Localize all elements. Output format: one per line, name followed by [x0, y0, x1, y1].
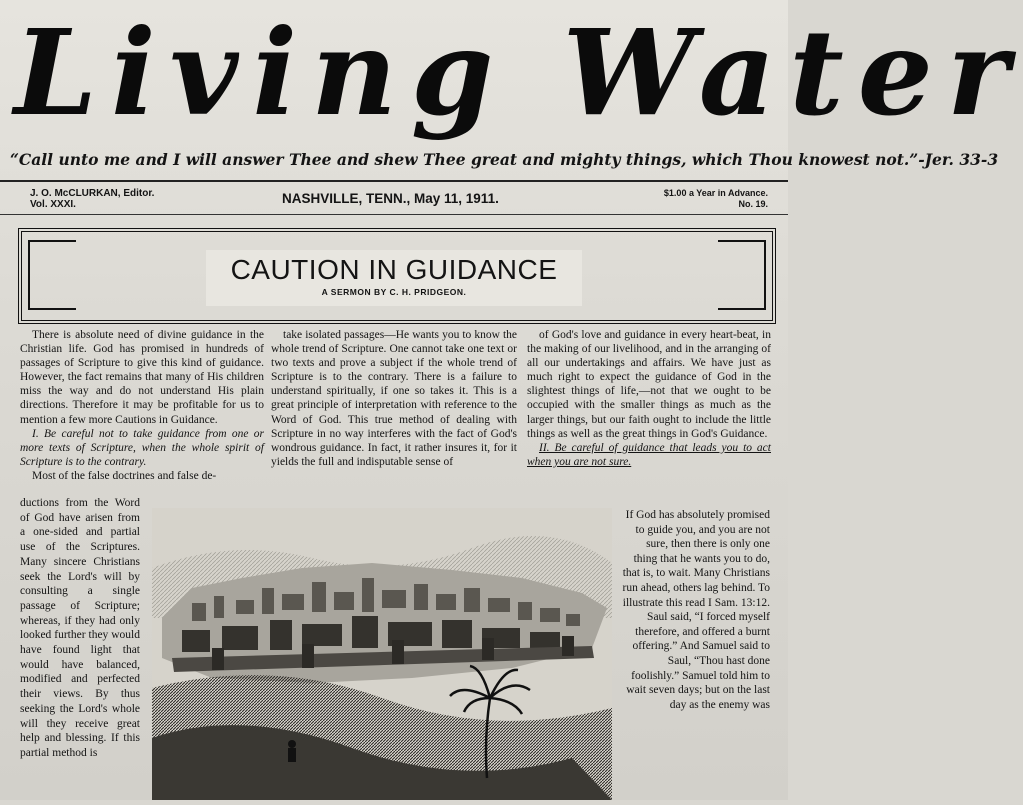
masthead-motto: “Call unto me and I will answer Thee and shew Thee great and mighty things, which Thou knowest not.”-Jer. 33-3 [10, 150, 999, 169]
article-column-1 [20, 328, 264, 483]
masthead-title: Living Water [14, 3, 1023, 142]
article-title: CAUTION IN GUIDANCE [230, 254, 558, 285]
article-column-2 [271, 328, 517, 469]
paragraph-deductions: ductions from the Word of God have arisen from a one-sided and partial use of the Scriptures. Many sincere Christians seek the Lord's will by consulting a single passage of Scripture; whereas, if they had only looked further they would have found light that would have balanced, modified and perfected their views. By thus seeking the Lord's whole will they receive great help and blessing. If this partial method is [20, 497, 140, 759]
article-column-1-wrap [20, 496, 140, 761]
article-byline: A SERMON BY C. H. PRIDGEON. [321, 287, 467, 297]
paragraph-wait: If God has absolutely promised to guide you, and you are not sure, then there is only one thing that he wants you to do, that is, to wait. Many Christians run ahead, others lag behind. To illustrate this read I Sam. 13:12. Saul said, “I forced myself therefore, and offered a burnt offering.” And Samuel said to Saul, “Thou hast done foolishly.” Samuel told him to wait seven days; but on the last day as the enemy was [622, 509, 770, 711]
article-column-3-wrap [620, 508, 770, 712]
paragraph-isolated-passages: take isolated passages—He wants you to know the whole trend of Scripture. One cannot take one text or two texts and prove a subject if the whole trend of Scripture is to the contrary. There is a failure to understand spiritually, if one so takes it. This is a great principle of interpretation with reference to the Word of God. This true method of dealing with Scripture in no way interferes with the fact of God's wondrous guidance. In fact, it rather insures it, for it yields the full and indisputable sense of [271, 329, 517, 468]
paragraph-intro: There is absolute need of divine guidance in the Christian life. God has promised in hundreds of passages of Scripture to give this kind of guidance. However, the fact remains that many of His children miss the way and do not understand His plain directions. Therefore it may be profitable for us to mention a few more Cautions in Guidance. [20, 329, 264, 426]
paragraph-false-doctrines: Most of the false doctrines and false de- [32, 469, 217, 482]
city-engraving-svg [152, 508, 612, 800]
paragraph-caution-1: I. Be careful not to take guidance from one or more texts of Scripture, when the whole spirit of Scripture is to the contrary. [20, 427, 264, 468]
paragraph-heartbeat: of God's love and guidance in every heart-beat, in the making of our livelihood, and in the arranging of all our undertakings and affairs. We have just as much right to expect the guidance of God in the slightest things of life,—not that we ought to be occupied with the smaller things as much as the larger things, but our faith ought to include the little things as well as the great things in God's Guidance. [527, 329, 771, 440]
article-column-3 [527, 328, 771, 469]
paragraph-caution-2: II. Be careful of guidance that leads you to act when you are not sure. [527, 441, 771, 468]
dateline: NASHVILLE, TENN., May 11, 1911. [282, 191, 499, 206]
editor-block [30, 188, 154, 210]
editor-name: J. O. McCLURKAN, Editor. [30, 188, 155, 199]
issue-info-row [0, 178, 788, 216]
issue-number: No. 19. [738, 199, 768, 209]
city-engraving-image [152, 508, 612, 800]
subscription-price: $1.00 a Year in Advance. [663, 188, 768, 198]
bottom-rule [0, 214, 788, 215]
volume-number: Vol. XXXI. [30, 199, 76, 210]
price-block [664, 188, 768, 210]
